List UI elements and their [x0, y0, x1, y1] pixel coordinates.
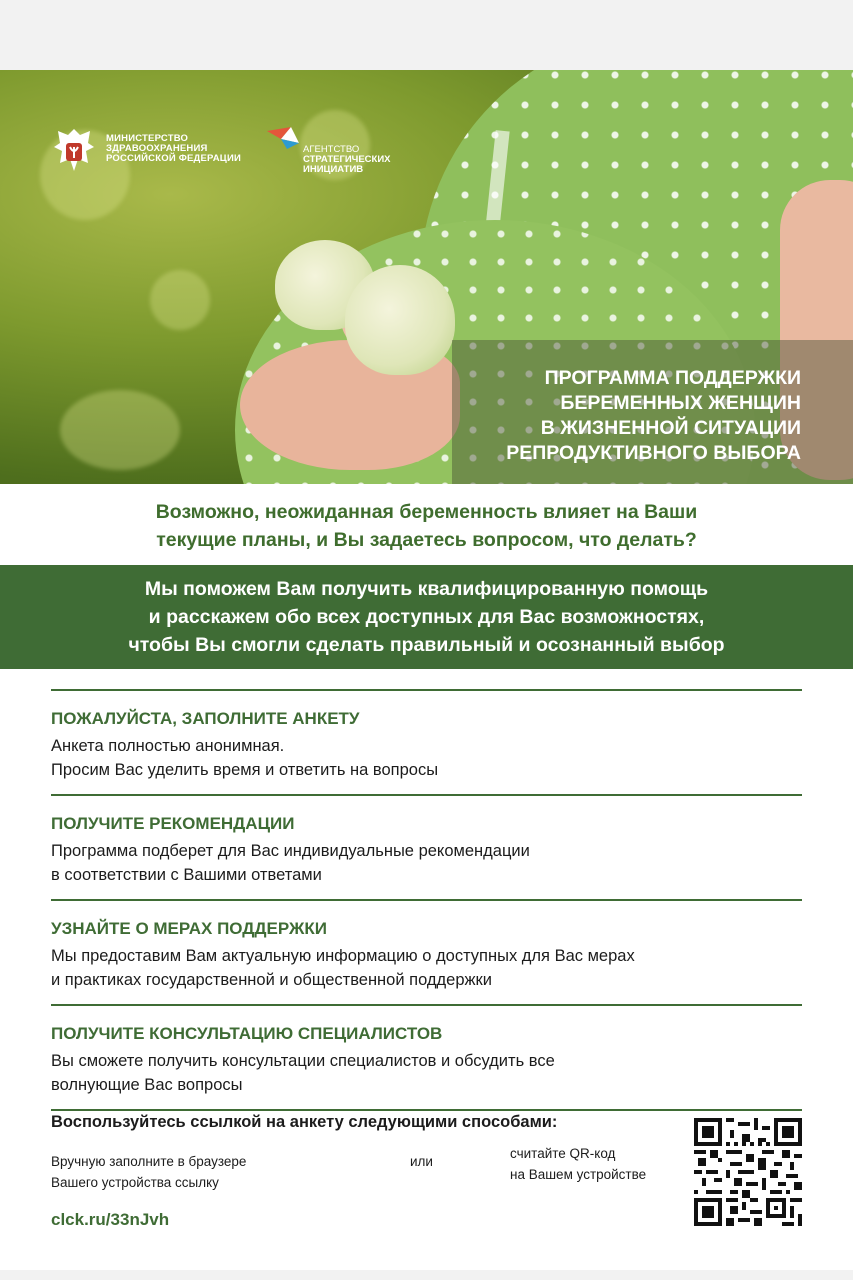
- step-description-line: Мы предоставим Вам актуальную информацию о доступных для Вас мерах: [51, 947, 635, 965]
- ministry-name-line: РОССИЙСКОЙ ФЕДЕРАЦИИ: [106, 153, 242, 164]
- bottom-margin: [0, 1270, 853, 1280]
- agency-name-line: СТРАТЕГИЧЕСКИХ: [303, 154, 391, 165]
- step-title: ПОЛУЧИТЕ РЕКОМЕНДАЦИИ: [51, 814, 295, 833]
- program-title-box: [452, 340, 853, 484]
- steps-list: [51, 689, 802, 1111]
- question-line: Возможно, неожиданная беременность влияет на Ваши: [155, 501, 698, 523]
- hero-photo: [0, 70, 853, 484]
- step-description-line: Анкета полностью анонимная.: [51, 737, 285, 755]
- step-description: [51, 1049, 555, 1097]
- scan-qr-line: на Вашем устройстве: [510, 1167, 647, 1182]
- program-title-line: В ЖИЗНЕННОЙ СИТУАЦИИ: [540, 417, 801, 439]
- asi-mark-icon: [265, 125, 305, 155]
- step-support-measures: [51, 901, 802, 1004]
- or-text: или: [410, 1154, 433, 1169]
- step-consultation: [51, 1006, 802, 1109]
- agency-name-line: АГЕНТСТВО: [303, 144, 360, 155]
- question-line: текущие планы, и Вы задаетесь вопросом, что делать?: [156, 529, 697, 551]
- top-margin: [0, 0, 853, 70]
- agency-logo: [265, 125, 415, 185]
- step-description-line: волнующие Вас вопросы: [51, 1076, 243, 1094]
- qr-code-icon[interactable]: [694, 1118, 802, 1226]
- agency-name-line: ИНИЦИАТИВ: [303, 164, 364, 175]
- manual-entry-line: Вручную заполните в браузере: [51, 1154, 247, 1169]
- coat-of-arms-icon: [50, 125, 98, 177]
- step-description-line: Вы сможете получить консультации специалистов и обсудить все: [51, 1052, 555, 1070]
- step-description-line: Программа подберет для Вас индивидуальные рекомендации: [51, 842, 530, 860]
- step-description: [51, 839, 530, 887]
- banner-line: чтобы Вы смогли сделать правильный и осознанный выбор: [128, 634, 725, 656]
- program-title-line: ПРОГРАММА ПОДДЕРЖКИ: [544, 367, 801, 389]
- access-title: Воспользуйтесь ссылкой на анкету следующими способами:: [51, 1113, 558, 1131]
- ministry-name-line: ЗДРАВООХРАНЕНИЯ: [106, 143, 208, 154]
- step-description-line: в соответствии с Вашими ответами: [51, 866, 322, 884]
- step-description-line: Просим Вас уделить время и ответить на вопросы: [51, 761, 439, 779]
- ministry-logo: [50, 125, 290, 185]
- step-title: УЗНАЙТЕ О МЕРАХ ПОДДЕРЖКИ: [51, 919, 327, 938]
- step-fill-survey: [51, 691, 802, 794]
- program-title-line: БЕРЕМЕННЫХ ЖЕНЩИН: [560, 392, 801, 414]
- step-title: ПОЖАЛУЙСТА, ЗАПОЛНИТЕ АНКЕТУ: [51, 709, 360, 728]
- program-title-line: РЕПРОДУКТИВНОГО ВЫБОРА: [506, 442, 801, 464]
- help-banner: [0, 565, 853, 669]
- step-recommendations: [51, 796, 802, 899]
- program-title: [506, 366, 801, 466]
- step-title: ПОЛУЧИТЕ КОНСУЛЬТАЦИЮ СПЕЦИАЛИСТОВ: [51, 1024, 443, 1043]
- manual-entry-text: [51, 1151, 246, 1193]
- survey-link[interactable]: clck.ru/33nJvh: [51, 1210, 170, 1229]
- step-description: [51, 734, 438, 782]
- scan-qr-text: [510, 1143, 646, 1185]
- question-text: [0, 498, 853, 554]
- poster: [0, 70, 853, 1270]
- manual-entry-line: Вашего устройства ссылку: [51, 1175, 219, 1190]
- banner-line: и расскажем обо всех доступных для Вас возможностях,: [148, 606, 705, 628]
- scan-qr-line: считайте QR-код: [510, 1146, 616, 1161]
- banner-line: Мы поможем Вам получить квалифицированную помощь: [144, 578, 709, 600]
- ministry-name-line: МИНИСТЕРСТВО: [106, 133, 189, 144]
- step-description-line: и практиках государственной и общественной поддержки: [51, 971, 492, 989]
- step-description: [51, 944, 635, 992]
